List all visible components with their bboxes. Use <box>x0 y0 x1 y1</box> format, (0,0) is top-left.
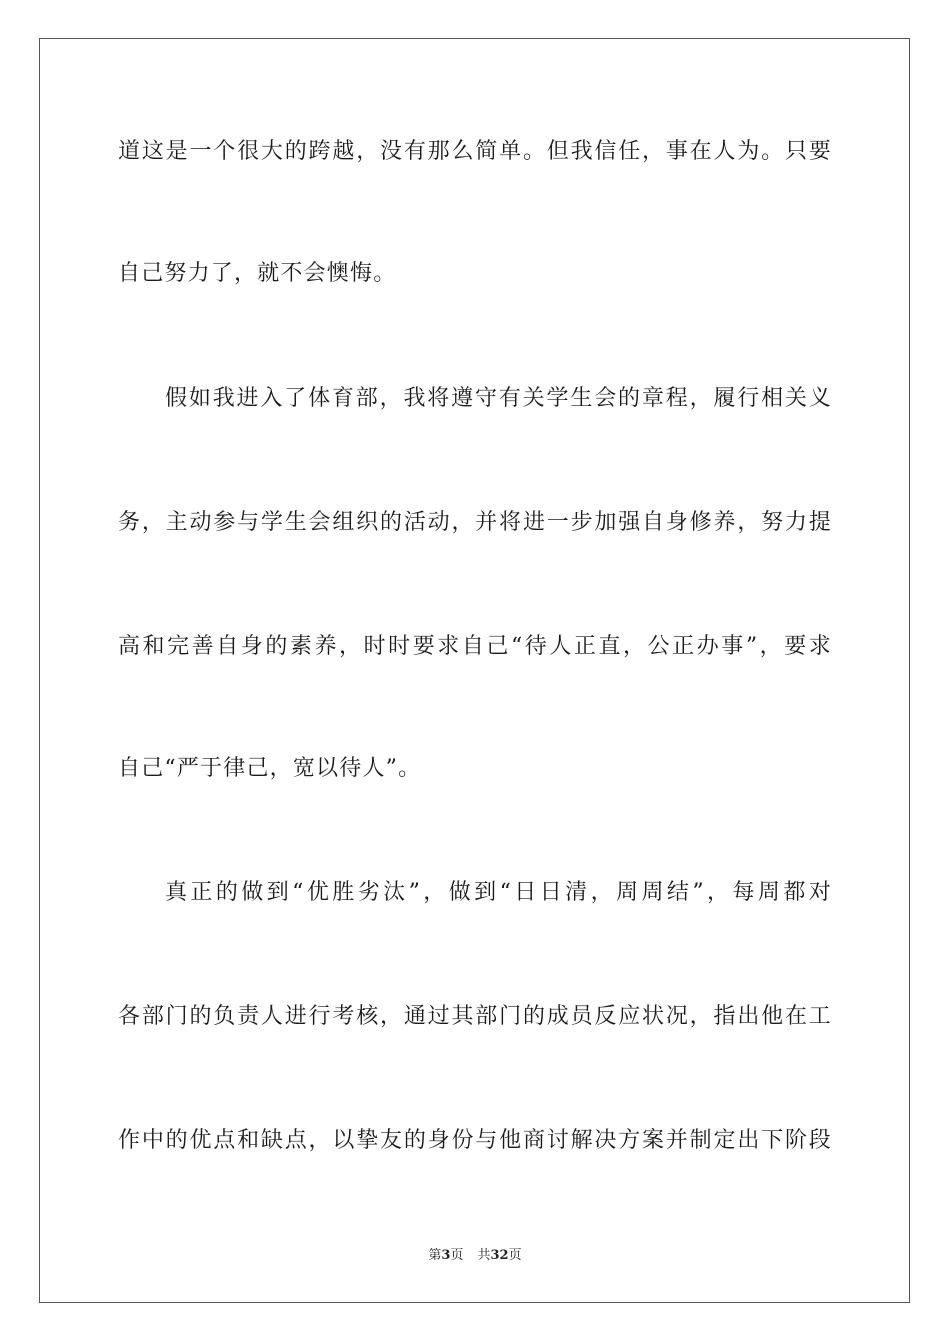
footer-total-pages: 32 <box>490 1248 509 1263</box>
page-frame <box>39 38 910 1303</box>
text-line-6: 自己“严于律己，宽以待人”。 <box>118 756 422 781</box>
text-line-8: 各部门的负责人进行考核，通过其部门的成员反应状况，指出他在工 <box>118 1004 832 1029</box>
text-line-9: 作中的优点和缺点，以挚友的身份与他商讨解决方案并制定出下阶段 <box>118 1128 832 1153</box>
text-line-5: 高和完善自身的素养，时时要求自己“待人正直，公正办事”，要求 <box>118 634 832 659</box>
text-line-1: 道这是一个很大的跨越，没有那么简单。但我信任，事在人为。只要 <box>118 139 832 164</box>
text-line-3: 假如我进入了体育部，我将遵守有关学生会的章程，履行相关义 <box>165 386 832 411</box>
footer-page-prefix: 第 <box>428 1248 442 1263</box>
footer-page-number: 3 <box>441 1248 451 1263</box>
text-line-2: 自己努力了，就不会懊悔。 <box>118 261 397 286</box>
footer-total-prefix: 共 <box>477 1248 491 1263</box>
footer-total-suffix: 页 <box>508 1248 522 1263</box>
text-line-7: 真正的做到“优胜劣汰”，做到“日日清，周周结”，每周都对 <box>165 880 832 905</box>
page-footer <box>0 1247 950 1265</box>
text-line-4: 务，主动参与学生会组织的活动，并将进一步加强自身修养，努力提 <box>118 510 832 535</box>
footer-page-suffix: 页 <box>450 1248 464 1263</box>
